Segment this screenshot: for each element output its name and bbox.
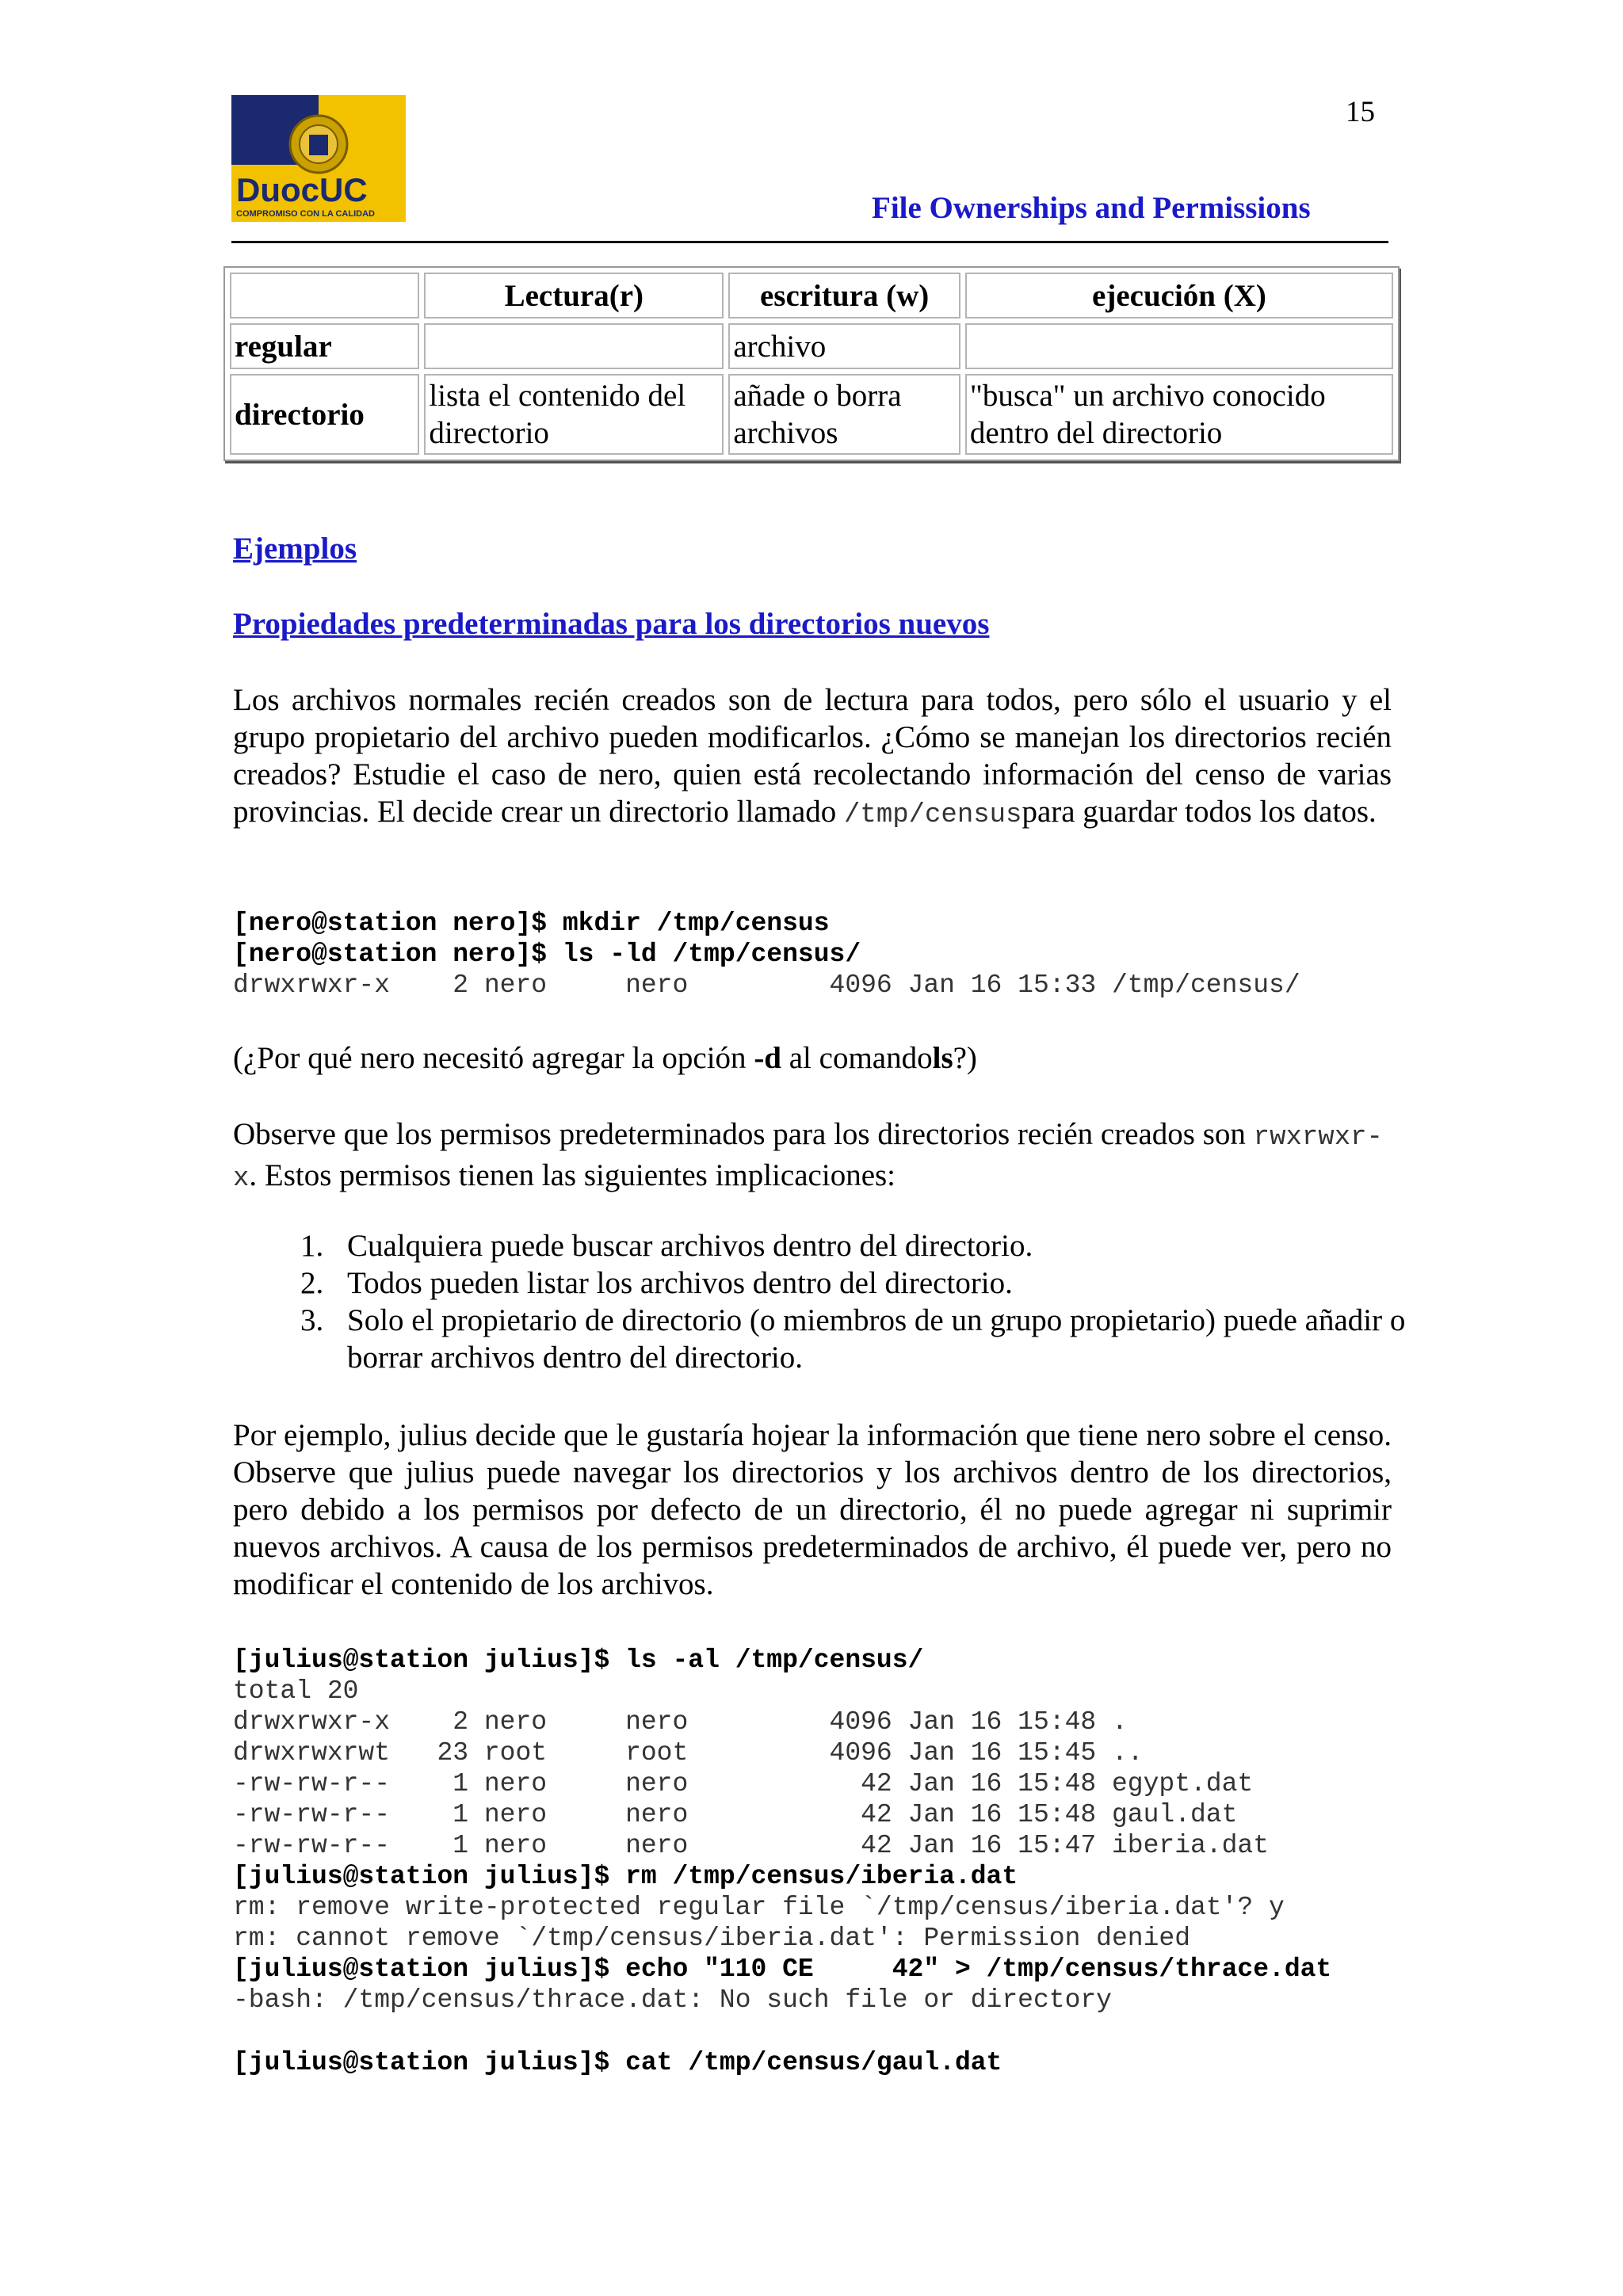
- svg-text:COMPROMISO CON LA CALIDAD: COMPROMISO CON LA CALIDAD: [236, 209, 375, 219]
- paragraph-text: ?): [953, 1041, 977, 1075]
- terminal-output: rm: remove write-protected regular file `/tmp/census/iberia.dat'? y: [233, 1893, 1285, 1922]
- list-item: 2. Todos pueden listar los archivos dentro del directorio.: [331, 1264, 1441, 1302]
- page-number: 15: [1346, 96, 1375, 128]
- header-title: File Ownerships and Permissions: [872, 191, 1311, 225]
- question-line: [233, 1039, 1392, 1077]
- subheading-link[interactable]: Propiedades predeterminadas para los directorios nuevos: [233, 607, 990, 641]
- paragraph-text: Los archivos normales recién creados son de lectura para todos, pero sólo el usuario y el grupo propietario del archivo pueden modificarlos. ¿Cómo se manejan los directorios recién creados? Estudie el caso de nero, quien está recolectando información del censo de varias provincias. El decide crear un directorio llamado: [233, 683, 1392, 829]
- table-header-cell: [230, 273, 419, 318]
- implications-list: [233, 1227, 1441, 1376]
- inline-code: rwxrwxr-x: [233, 1123, 1383, 1194]
- table-cell: archivo: [728, 323, 960, 369]
- table-row-header: regular: [230, 323, 419, 369]
- terminal-output: total 20: [233, 1676, 359, 1706]
- table-header-cell: Lectura(r): [424, 273, 724, 318]
- terminal-command: [julius@station julius]$ cat /tmp/census/gaul.dat: [233, 2048, 1002, 2077]
- terminal-output: -bash: /tmp/census/thrace.dat: No such file or directory: [233, 1985, 1112, 2015]
- ejemplos-link[interactable]: Ejemplos: [233, 532, 357, 566]
- paragraph-text: . Estos permisos tienen las siguientes implicaciones:: [249, 1158, 896, 1192]
- paragraph-text: (¿Por qué nero necesitó agregar la opción: [233, 1041, 754, 1075]
- terminal-block-2: [233, 1645, 1331, 2016]
- table-cell: añade o borra archivos: [728, 374, 960, 455]
- table-row-header: directorio: [230, 374, 419, 455]
- terminal-output: rm: cannot remove `/tmp/census/iberia.dat': Permission denied: [233, 1924, 1190, 1953]
- terminal-output: -rw-rw-r-- 1 nero nero 42 Jan 16 15:48 egypt.dat: [233, 1769, 1254, 1798]
- terminal-command: [nero@station nero]$ ls -ld /tmp/census/: [233, 940, 861, 969]
- terminal-output: -rw-rw-r-- 1 nero nero 42 Jan 16 15:47 iberia.dat: [233, 1831, 1270, 1860]
- table-row: [230, 323, 1393, 369]
- terminal-block-3: [233, 2047, 1002, 2078]
- table-header-row: [230, 273, 1393, 318]
- table-header-cell: escritura (w): [728, 273, 960, 318]
- terminal-command: [julius@station julius]$ ls -al /tmp/census/: [233, 1646, 924, 1675]
- terminal-output: drwxrwxrwt 23 root root 4096 Jan 16 15:45 ..: [233, 1738, 1144, 1768]
- table-cell: lista el contenido del directorio: [424, 374, 724, 455]
- svg-text:DuocUC: DuocUC: [236, 171, 368, 208]
- header-divider: [231, 241, 1388, 243]
- table-row: [230, 374, 1393, 455]
- table-cell: "busca" un archivo conocido dentro del directorio: [965, 374, 1393, 455]
- terminal-output: drwxrwxr-x 2 nero nero 4096 Jan 16 15:33 /tmp/census/: [233, 971, 1300, 1000]
- inline-code: /tmp/census: [844, 800, 1022, 830]
- list-item: 1. Cualquiera puede buscar archivos dentro del directorio.: [331, 1227, 1441, 1264]
- terminal-command: [julius@station julius]$ rm /tmp/census/iberia.dat: [233, 1862, 1018, 1891]
- list-item: 3. Solo el propietario de directorio (o miembros de un grupo propietario) puede añadir o borrar archivos dentro del directorio.: [331, 1302, 1441, 1376]
- paragraph-permissions: [233, 1116, 1392, 1198]
- terminal-command: [nero@station nero]$ mkdir /tmp/census: [233, 909, 830, 938]
- command-name: ls: [932, 1041, 953, 1075]
- option-flag: -d: [754, 1041, 781, 1075]
- paragraph-text: Observe que los permisos predeterminados para los directorios recién creados son: [233, 1117, 1254, 1151]
- table-cell: [965, 323, 1393, 369]
- paragraph-intro: [233, 681, 1392, 834]
- paragraph-text: para guardar todos los datos.: [1022, 795, 1377, 829]
- terminal-output: -rw-rw-r-- 1 nero nero 42 Jan 16 15:48 gaul.dat: [233, 1800, 1238, 1829]
- terminal-command: [julius@station julius]$ echo "110 CE 42" > /tmp/census/thrace.dat: [233, 1955, 1332, 1984]
- table-cell: [424, 323, 724, 369]
- duocuc-logo: [231, 95, 406, 222]
- terminal-output: drwxrwxr-x 2 nero nero 4096 Jan 16 15:48 .: [233, 1707, 1128, 1737]
- paragraph-text: al comando: [781, 1041, 933, 1075]
- table-header-cell: ejecución (X): [965, 273, 1393, 318]
- paragraph-julius: Por ejemplo, julius decide que le gustaría hojear la información que tiene nero sobre el censo. Observe que julius puede navegar los directorios y los archivos dentro de los directorios, pero debido a los permisos por defecto de un directorio, él no puede agregar ni suprimir nuevos archivos. A causa de los permisos predeterminados de archivo, él puede ver, pero no modificar el contenido de los archivos.: [233, 1418, 1392, 1601]
- terminal-block-1: [233, 908, 1300, 1001]
- permissions-table: [223, 266, 1400, 461]
